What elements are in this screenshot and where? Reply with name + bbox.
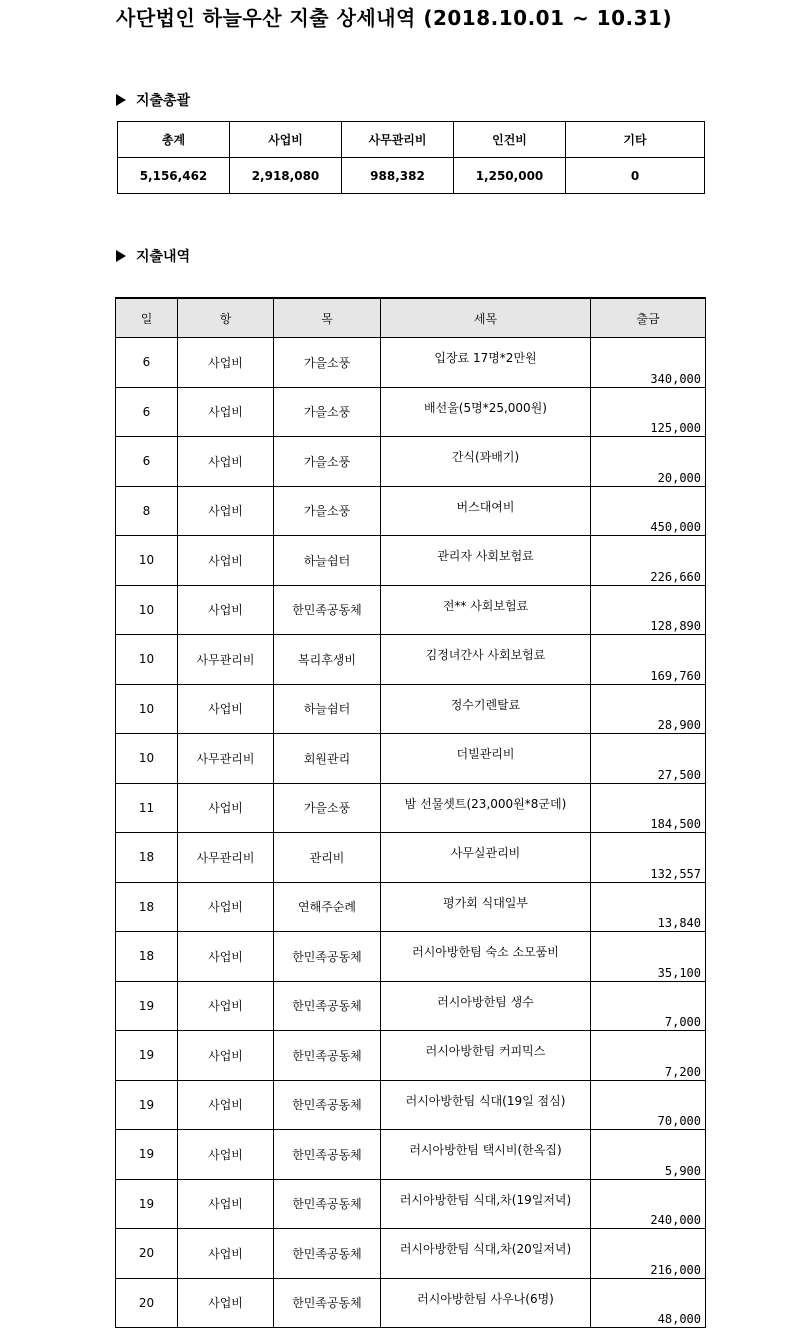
row-day-cell: 11 [116, 783, 178, 833]
row-category-cell: 사업비 [178, 1080, 274, 1130]
table-row [116, 833, 706, 883]
row-item-cell: 러시아방한팀 택시비(한옥집) [381, 1130, 591, 1180]
row-day-cell: 20 [116, 1278, 178, 1328]
row-amount-cell: 13,840 [591, 882, 706, 932]
triangle-bullet-icon [116, 250, 126, 262]
row-amount-cell: 125,000 [591, 387, 706, 437]
row-subcategory-cell: 가을소풍 [274, 338, 381, 388]
row-category-cell: 사업비 [178, 585, 274, 635]
row-day-cell: 19 [116, 1080, 178, 1130]
row-subcategory-cell: 가을소풍 [274, 387, 381, 437]
row-category-cell: 사업비 [178, 338, 274, 388]
table-row [116, 932, 706, 982]
row-amount-cell: 5,900 [591, 1130, 706, 1180]
row-day-cell: 20 [116, 1229, 178, 1279]
row-day-cell: 6 [116, 387, 178, 437]
row-subcategory-cell: 한민족공동체 [274, 1179, 381, 1229]
row-category-cell: 사무관리비 [178, 734, 274, 784]
row-item-cell: 버스대여비 [381, 486, 591, 536]
expense-detail-table [115, 297, 706, 1328]
row-day-cell: 10 [116, 684, 178, 734]
row-item-cell: 러시아방한팀 식대(19일 점심) [381, 1080, 591, 1130]
row-item-cell: 관리자 사회보험료 [381, 536, 591, 586]
row-subcategory-cell: 회원관리 [274, 734, 381, 784]
row-item-cell: 입장료 17명*2만원 [381, 338, 591, 388]
table-row [116, 882, 706, 932]
row-subcategory-cell: 복리후생비 [274, 635, 381, 685]
row-day-cell: 18 [116, 833, 178, 883]
detail-header-amount: 출금 [591, 298, 706, 338]
row-amount-cell: 7,000 [591, 981, 706, 1031]
table-row [116, 981, 706, 1031]
row-day-cell: 6 [116, 338, 178, 388]
row-subcategory-cell: 한민족공동체 [274, 1080, 381, 1130]
row-subcategory-cell: 한민족공동체 [274, 1229, 381, 1279]
row-day-cell: 19 [116, 1031, 178, 1081]
row-item-cell: 간식(꽈배기) [381, 437, 591, 487]
row-category-cell: 사무관리비 [178, 833, 274, 883]
row-amount-cell: 226,660 [591, 536, 706, 586]
table-row [116, 338, 706, 388]
table-row [116, 1278, 706, 1328]
table-row [116, 437, 706, 487]
row-amount-cell: 169,760 [591, 635, 706, 685]
row-item-cell: 배선울(5명*25,000원) [381, 387, 591, 437]
summary-heading-label: 지출총괄 [136, 93, 191, 109]
detail-header-subcategory: 목 [274, 298, 381, 338]
row-subcategory-cell: 한민족공동체 [274, 1130, 381, 1180]
row-amount-cell: 27,500 [591, 734, 706, 784]
summary-value-admin: 988,382 [342, 158, 454, 194]
document-title: 사단법인 하늘우산 지출 상세내역 (2018.10.01 ~ 10.31) [116, 6, 673, 30]
row-subcategory-cell: 한민족공동체 [274, 585, 381, 635]
table-row [116, 1130, 706, 1180]
row-day-cell: 10 [116, 635, 178, 685]
detail-header-day: 일 [116, 298, 178, 338]
row-category-cell: 사업비 [178, 981, 274, 1031]
table-row [116, 1229, 706, 1279]
detail-heading-label: 지출내역 [136, 249, 191, 265]
row-category-cell: 사업비 [178, 1278, 274, 1328]
table-row [116, 536, 706, 586]
summary-value-other: 0 [566, 158, 705, 194]
row-item-cell: 러시아방한팀 식대,차(19일저녁) [381, 1179, 591, 1229]
row-category-cell: 사업비 [178, 1130, 274, 1180]
row-amount-cell: 70,000 [591, 1080, 706, 1130]
table-row [116, 1080, 706, 1130]
row-amount-cell: 28,900 [591, 684, 706, 734]
row-subcategory-cell: 가을소풍 [274, 486, 381, 536]
row-amount-cell: 450,000 [591, 486, 706, 536]
row-subcategory-cell: 관리비 [274, 833, 381, 883]
table-row [116, 635, 706, 685]
row-category-cell: 사업비 [178, 932, 274, 982]
summary-header-admin: 사무관리비 [342, 122, 454, 158]
summary-value-total: 5,156,462 [118, 158, 230, 194]
row-amount-cell: 184,500 [591, 783, 706, 833]
detail-header-item: 세목 [381, 298, 591, 338]
row-day-cell: 8 [116, 486, 178, 536]
summary-header-personnel: 인건비 [454, 122, 566, 158]
row-day-cell: 19 [116, 1130, 178, 1180]
row-day-cell: 18 [116, 882, 178, 932]
row-subcategory-cell: 한민족공동체 [274, 932, 381, 982]
table-row [116, 783, 706, 833]
row-item-cell: 러시아방한팀 생수 [381, 981, 591, 1031]
expense-summary-table [117, 121, 705, 194]
row-day-cell: 18 [116, 932, 178, 982]
row-item-cell: 평가회 식대일부 [381, 882, 591, 932]
row-item-cell: 김정녀간사 사회보험료 [381, 635, 591, 685]
row-subcategory-cell: 하늘쉼터 [274, 536, 381, 586]
row-amount-cell: 7,200 [591, 1031, 706, 1081]
row-category-cell: 사업비 [178, 783, 274, 833]
row-item-cell: 더빌관리비 [381, 734, 591, 784]
row-category-cell: 사업비 [178, 486, 274, 536]
row-category-cell: 사업비 [178, 437, 274, 487]
row-subcategory-cell: 가을소풍 [274, 437, 381, 487]
row-category-cell: 사무관리비 [178, 635, 274, 685]
row-category-cell: 사업비 [178, 1031, 274, 1081]
summary-header-row [118, 122, 705, 158]
row-category-cell: 사업비 [178, 1179, 274, 1229]
detail-section-heading [116, 246, 190, 266]
row-category-cell: 사업비 [178, 1229, 274, 1279]
row-category-cell: 사업비 [178, 387, 274, 437]
triangle-bullet-icon [116, 94, 126, 106]
row-category-cell: 사업비 [178, 536, 274, 586]
row-amount-cell: 216,000 [591, 1229, 706, 1279]
row-day-cell: 10 [116, 734, 178, 784]
row-subcategory-cell: 연해주순례 [274, 882, 381, 932]
row-category-cell: 사업비 [178, 684, 274, 734]
row-subcategory-cell: 한민족공동체 [274, 981, 381, 1031]
row-item-cell: 러시아방한팀 사우나(6명) [381, 1278, 591, 1328]
row-item-cell: 러시아방한팀 커피믹스 [381, 1031, 591, 1081]
summary-value-row [118, 158, 705, 194]
row-amount-cell: 240,000 [591, 1179, 706, 1229]
summary-value-personnel: 1,250,000 [454, 158, 566, 194]
table-row [116, 1179, 706, 1229]
row-item-cell: 밤 선물셋트(23,000원*8군데) [381, 783, 591, 833]
row-amount-cell: 20,000 [591, 437, 706, 487]
table-row [116, 1031, 706, 1081]
table-row [116, 585, 706, 635]
table-row [116, 387, 706, 437]
row-day-cell: 10 [116, 585, 178, 635]
row-subcategory-cell: 한민족공동체 [274, 1278, 381, 1328]
row-subcategory-cell: 한민족공동체 [274, 1031, 381, 1081]
summary-header-other: 기타 [566, 122, 705, 158]
row-item-cell: 전** 사회보험료 [381, 585, 591, 635]
summary-section-heading [116, 90, 190, 110]
row-item-cell: 러시아방한팀 식대,차(20일저녁) [381, 1229, 591, 1279]
detail-table-body [116, 338, 706, 1328]
summary-value-project: 2,918,080 [230, 158, 342, 194]
row-amount-cell: 48,000 [591, 1278, 706, 1328]
row-item-cell: 러시아방한팀 숙소 소모품비 [381, 932, 591, 982]
row-subcategory-cell: 하늘쉼터 [274, 684, 381, 734]
row-amount-cell: 35,100 [591, 932, 706, 982]
detail-header-row [116, 298, 706, 338]
row-subcategory-cell: 가을소풍 [274, 783, 381, 833]
row-amount-cell: 128,890 [591, 585, 706, 635]
summary-header-project: 사업비 [230, 122, 342, 158]
row-amount-cell: 340,000 [591, 338, 706, 388]
row-day-cell: 19 [116, 1179, 178, 1229]
table-row [116, 734, 706, 784]
row-item-cell: 정수기렌탈료 [381, 684, 591, 734]
summary-header-total: 총계 [118, 122, 230, 158]
table-row [116, 684, 706, 734]
row-day-cell: 19 [116, 981, 178, 1031]
row-item-cell: 사무실관리비 [381, 833, 591, 883]
table-row [116, 486, 706, 536]
row-day-cell: 6 [116, 437, 178, 487]
detail-header-category: 항 [178, 298, 274, 338]
row-day-cell: 10 [116, 536, 178, 586]
row-category-cell: 사업비 [178, 882, 274, 932]
row-amount-cell: 132,557 [591, 833, 706, 883]
